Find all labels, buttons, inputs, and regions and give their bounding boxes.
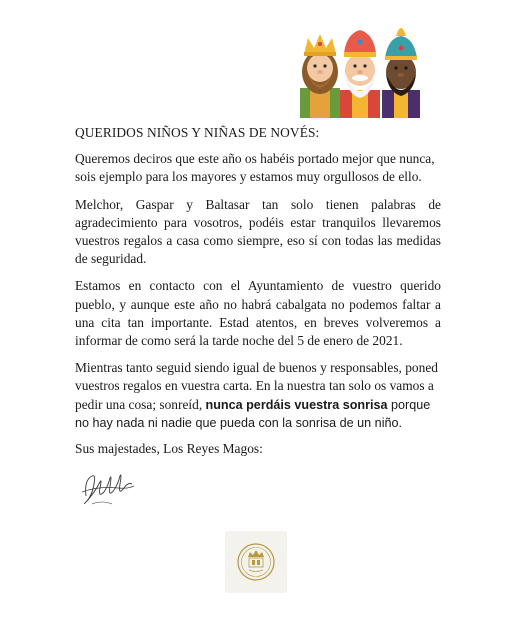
letter-body	[75, 124, 441, 441]
handwritten-signature	[78, 466, 138, 510]
three-kings-illustration	[296, 20, 424, 118]
paragraph-4-start: Mientras tanto seguid siendo igual de buenos y responsables, poned vuestros regalos en vuestra carta. En la nuestra tan solo os vamos a pedir una cosa; sonreíd,	[75, 360, 438, 412]
paragraph-4-emphasis: nunca perdáis vuestra sonrisa	[205, 397, 388, 412]
letter-paragraph-1: Queremos deciros que este año os habéis portado mejor que nunca, sois ejemplo para los mayores y estamos muy orgullosos de ello.	[75, 151, 435, 185]
seal-icon	[225, 531, 287, 593]
letter-paragraph-4	[75, 359, 441, 432]
letter-paragraph-2: Melchor, Gaspar y Baltasar tan solo tienen palabras de agradecimiento para vosotros, podéis estar tranquilos llevaremos vuestros regalos a casa como siempre, eso sí con todas las medidas de seguridad.	[75, 196, 441, 267]
letter-greeting: QUERIDOS NIÑOS Y NIÑAS DE NOVÉS:	[75, 125, 320, 140]
letter-paragraph-3: Estamos en contacto con el Ayuntamiento de vuestro querido pueblo, y aunque este año no habrá cabalgata no podemos faltar a una cita tan importante. Estad atentos, en breves volveremos a informar de como será la tarde noche del 5 de enero de 2021.	[75, 278, 441, 349]
paragraph-4-end: porque no hay nada ni nadie que pueda con la sonrisa de un niño.	[75, 397, 431, 430]
letter-closing: Sus majestades, Los Reyes Magos:	[75, 441, 263, 456]
royal-seal-stamp	[225, 531, 287, 593]
